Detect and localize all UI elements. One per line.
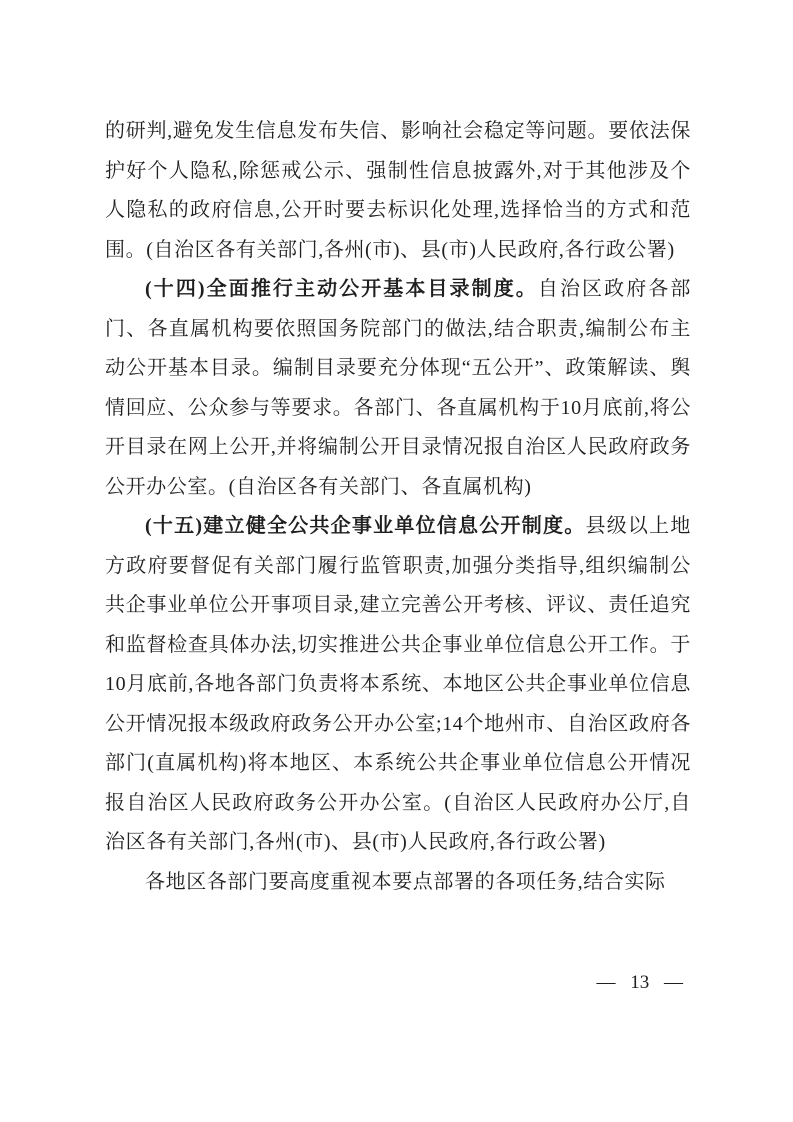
paragraph-text: 自治区政府各部门、各直属机构要依照国务院部门的做法,结合职责,编制公布主动公开基本目录。编制目录要充分体现“五公开”、政策解读、舆情回应、公众参与等要求。各部门、各直属机构于10月底前,将公开目录在网上公开,并将编制公开目录情况报自治区人民政府政务公开办公室。(自治区各有关部门、各直属机构) bbox=[105, 278, 691, 498]
page-number: — 13 — bbox=[596, 972, 683, 993]
section-heading-14: (十四)全面推行主动公开基本目录制度。 bbox=[145, 278, 538, 300]
paragraph-continuation bbox=[105, 112, 691, 270]
section-heading-15: (十五)建立健全公共企事业单位信息公开制度。 bbox=[145, 515, 586, 537]
paragraph-item-15 bbox=[105, 507, 691, 863]
paragraph-text: 各地区各部门要高度重视本要点部署的各项任务,结合实际 bbox=[145, 870, 666, 893]
paragraph-closing bbox=[105, 863, 691, 903]
paragraph-item-14 bbox=[105, 270, 691, 507]
paragraph-text: 的研判,避免发生信息发布失信、影响社会稳定等问题。要依法保护好个人隐私,除惩戒公示、强制性信息披露外,对于其他涉及个人隐私的政府信息,公开时要去标识化处理,选择恰当的方式和范围。(自治区各有关部门,各州(市)、县(市)人民政府,各行政公署) bbox=[105, 120, 691, 261]
document-body bbox=[105, 112, 691, 902]
paragraph-text: 县级以上地方政府要督促有关部门履行监管职责,加强分类指导,组织编制公共企事业单位公开事项目录,建立完善公开考核、评议、责任追究和监督检查具体办法,切实推进公共企事业单位信息公开工作。于10月底前,各地各部门负责将本系统、本地区公共企事业单位信息公开情况报本级政府政务公开办公室;14个地州市、自治区政府各部门(直属机构)将本地区、本系统公共企事业单位信息公开情况报自治区人民政府政务公开办公室。(自治区人民政府办公厅,自治区各有关部门,各州(市)、县(市)人民政府,各行政公署) bbox=[105, 515, 692, 853]
